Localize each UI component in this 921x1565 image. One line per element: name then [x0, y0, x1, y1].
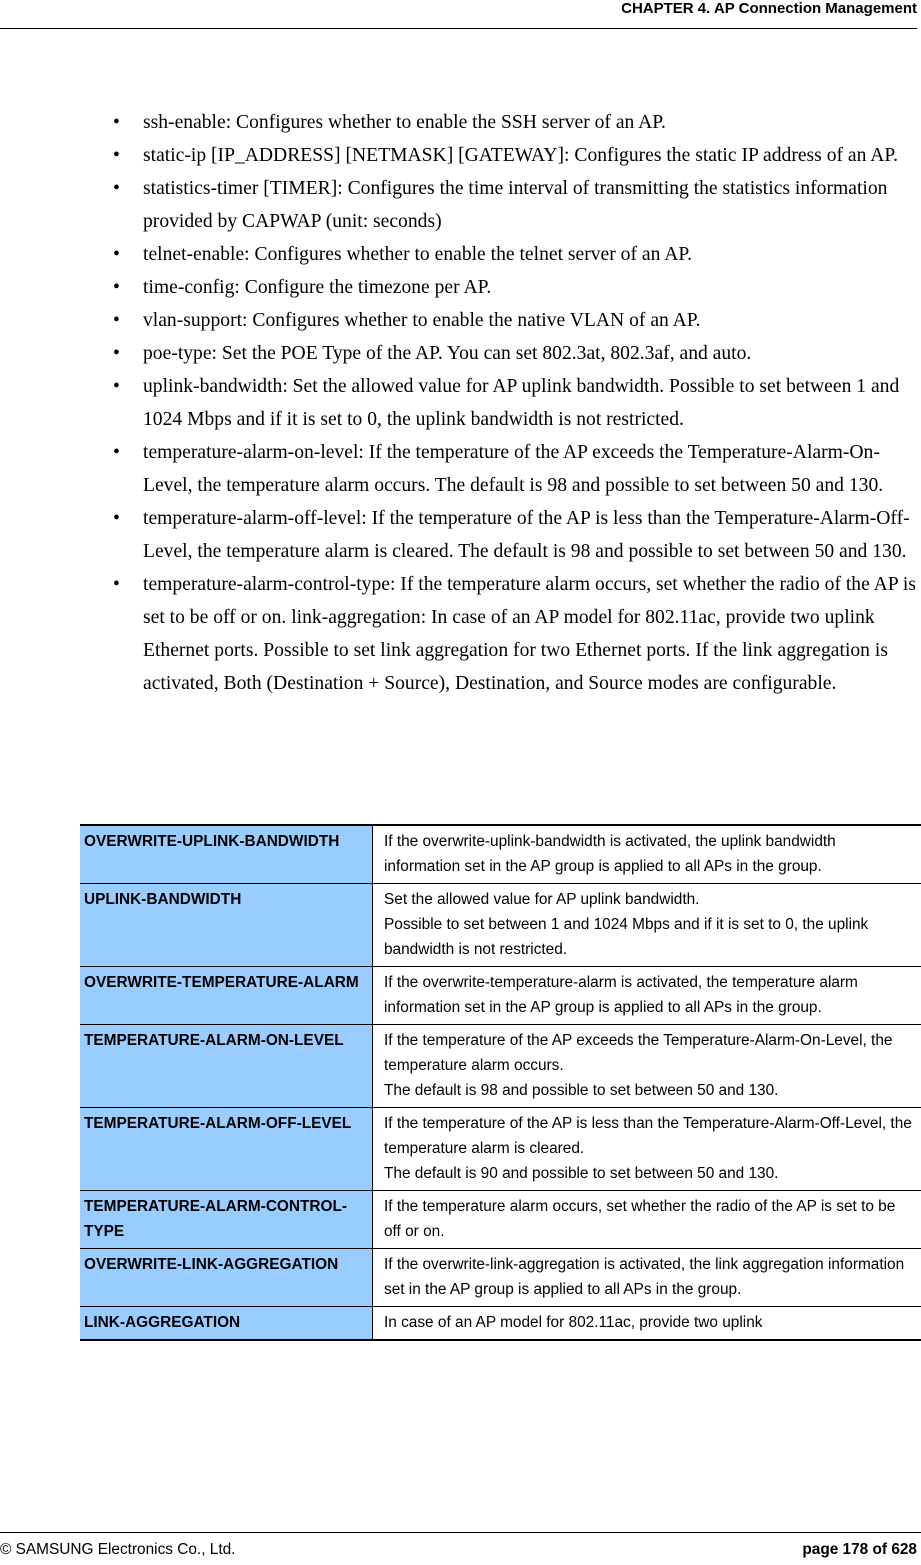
page-number: page 178 of 628: [802, 1541, 917, 1558]
table-row: [80, 1307, 921, 1341]
bullet-text: uplink-bandwidth: Set the allowed value for AP uplink bandwidth. Possible to set between 1 and 1024 Mbps and if it is set to 0, the uplink bandwidth is not restricted.: [143, 376, 900, 430]
param-name: OVERWRITE-UPLINK-BANDWIDTH: [80, 825, 373, 884]
bullet-marker: •: [113, 112, 120, 133]
bullet-marker: •: [113, 244, 120, 265]
param-description: In case of an AP model for 802.11ac, provide two uplink: [373, 1307, 921, 1341]
bullet-marker: •: [113, 145, 120, 166]
bullet-item: [0, 337, 921, 370]
bullet-text: vlan-support: Configures whether to enable the native VLAN of an AP.: [143, 310, 701, 331]
parameter-table: [80, 824, 921, 1341]
bullet-item: [0, 304, 921, 337]
bullet-item: [0, 502, 921, 568]
param-description: If the overwrite-link-aggregation is activated, the link aggregation information set in the AP group is applied to all APs in the group.: [373, 1249, 921, 1307]
param-description: If the temperature of the AP is less than the Temperature-Alarm-Off-Level, the temperature alarm is cleared. The default is 90 and possible to set between 50 and 130.: [373, 1108, 921, 1191]
bullet-marker: •: [113, 508, 120, 529]
bullet-text: temperature-alarm-on-level: If the temperature of the AP exceeds the Temperature-Alarm-On-Level, the temperature alarm occurs. The default is 98 and possible to set between 50 and 130.: [143, 442, 884, 496]
table-row: [80, 967, 921, 1025]
table-row: [80, 884, 921, 967]
table-row: [80, 1108, 921, 1191]
bullet-text: ssh-enable: Configures whether to enable the SSH server of an AP.: [143, 112, 666, 133]
page-header: [0, 0, 917, 29]
param-description: If the overwrite-uplink-bandwidth is activated, the uplink bandwidth information set in the AP group is applied to all APs in the group.: [373, 825, 921, 884]
param-name: OVERWRITE-TEMPERATURE-ALARM: [80, 967, 373, 1025]
bullet-marker: •: [113, 442, 120, 463]
param-description: Set the allowed value for AP uplink bandwidth. Possible to set between 1 and 1024 Mbps and if it is set to 0, the uplink bandwidth is not restricted.: [373, 884, 921, 967]
bullet-item: [0, 436, 921, 502]
bullet-item: [0, 568, 921, 700]
param-description: If the overwrite-temperature-alarm is activated, the temperature alarm information set in the AP group is applied to all APs in the group.: [373, 967, 921, 1025]
bullet-item: [0, 271, 921, 304]
table-row: [80, 1025, 921, 1108]
bullet-item: [0, 139, 921, 172]
bullet-text: time-config: Configure the timezone per AP.: [143, 277, 492, 298]
table-row: [80, 1191, 921, 1249]
bullet-list: [0, 106, 921, 700]
bullet-item: [0, 238, 921, 271]
bullet-text: temperature-alarm-control-type: If the temperature alarm occurs, set whether the radio of the AP is set to be off or on. link-aggregation: In case of an AP model for 802.11ac, provide two uplink Ethernet ports. Possible to set link aggregation for two Ethernet ports. If the link aggregation is activated, Both (Destination + Source), Destination, and Source modes are configurable.: [143, 574, 916, 694]
param-name: LINK-AGGREGATION: [80, 1307, 373, 1341]
table-row: [80, 1249, 921, 1307]
page-footer-rule: [0, 1532, 921, 1533]
bullet-item: [0, 172, 921, 238]
bullet-text: temperature-alarm-off-level: If the temperature of the AP is less than the Temperature-Alarm-Off-Level, the temperature alarm is cleared. The default is 98 and possible to set between 50 and 130.: [143, 508, 910, 562]
param-name: TEMPERATURE-ALARM-ON-LEVEL: [80, 1025, 373, 1108]
param-name: OVERWRITE-LINK-AGGREGATION: [80, 1249, 373, 1307]
bullet-item: [0, 370, 921, 436]
bullet-marker: •: [113, 178, 120, 199]
bullet-marker: •: [113, 343, 120, 364]
param-description: If the temperature alarm occurs, set whether the radio of the AP is set to be off or on.: [373, 1191, 921, 1249]
copyright-text: © SAMSUNG Electronics Co., Ltd.: [0, 1541, 236, 1558]
param-name: TEMPERATURE-ALARM-CONTROL-TYPE: [80, 1191, 373, 1249]
bullet-marker: •: [113, 376, 120, 397]
param-description: If the temperature of the AP exceeds the Temperature-Alarm-On-Level, the temperature alarm occurs. The default is 98 and possible to set between 50 and 130.: [373, 1025, 921, 1108]
bullet-marker: •: [113, 574, 120, 595]
table-row: [80, 825, 921, 884]
param-name: UPLINK-BANDWIDTH: [80, 884, 373, 967]
bullet-text: poe-type: Set the POE Type of the AP. You can set 802.3at, 802.3af, and auto.: [143, 343, 752, 364]
bullet-marker: •: [113, 277, 120, 298]
bullet-text: statistics-timer [TIMER]: Configures the time interval of transmitting the statistics information provided by CAPWAP (unit: seconds): [143, 178, 888, 232]
bullet-item: [0, 106, 921, 139]
param-name: TEMPERATURE-ALARM-OFF-LEVEL: [80, 1108, 373, 1191]
bullet-marker: •: [113, 310, 120, 331]
bullet-text: static-ip [IP_ADDRESS] [NETMASK] [GATEWAY]: Configures the static IP address of an AP.: [143, 145, 899, 166]
chapter-title: CHAPTER 4. AP Connection Management: [621, 0, 917, 17]
bullet-text: telnet-enable: Configures whether to enable the telnet server of an AP.: [143, 244, 692, 265]
